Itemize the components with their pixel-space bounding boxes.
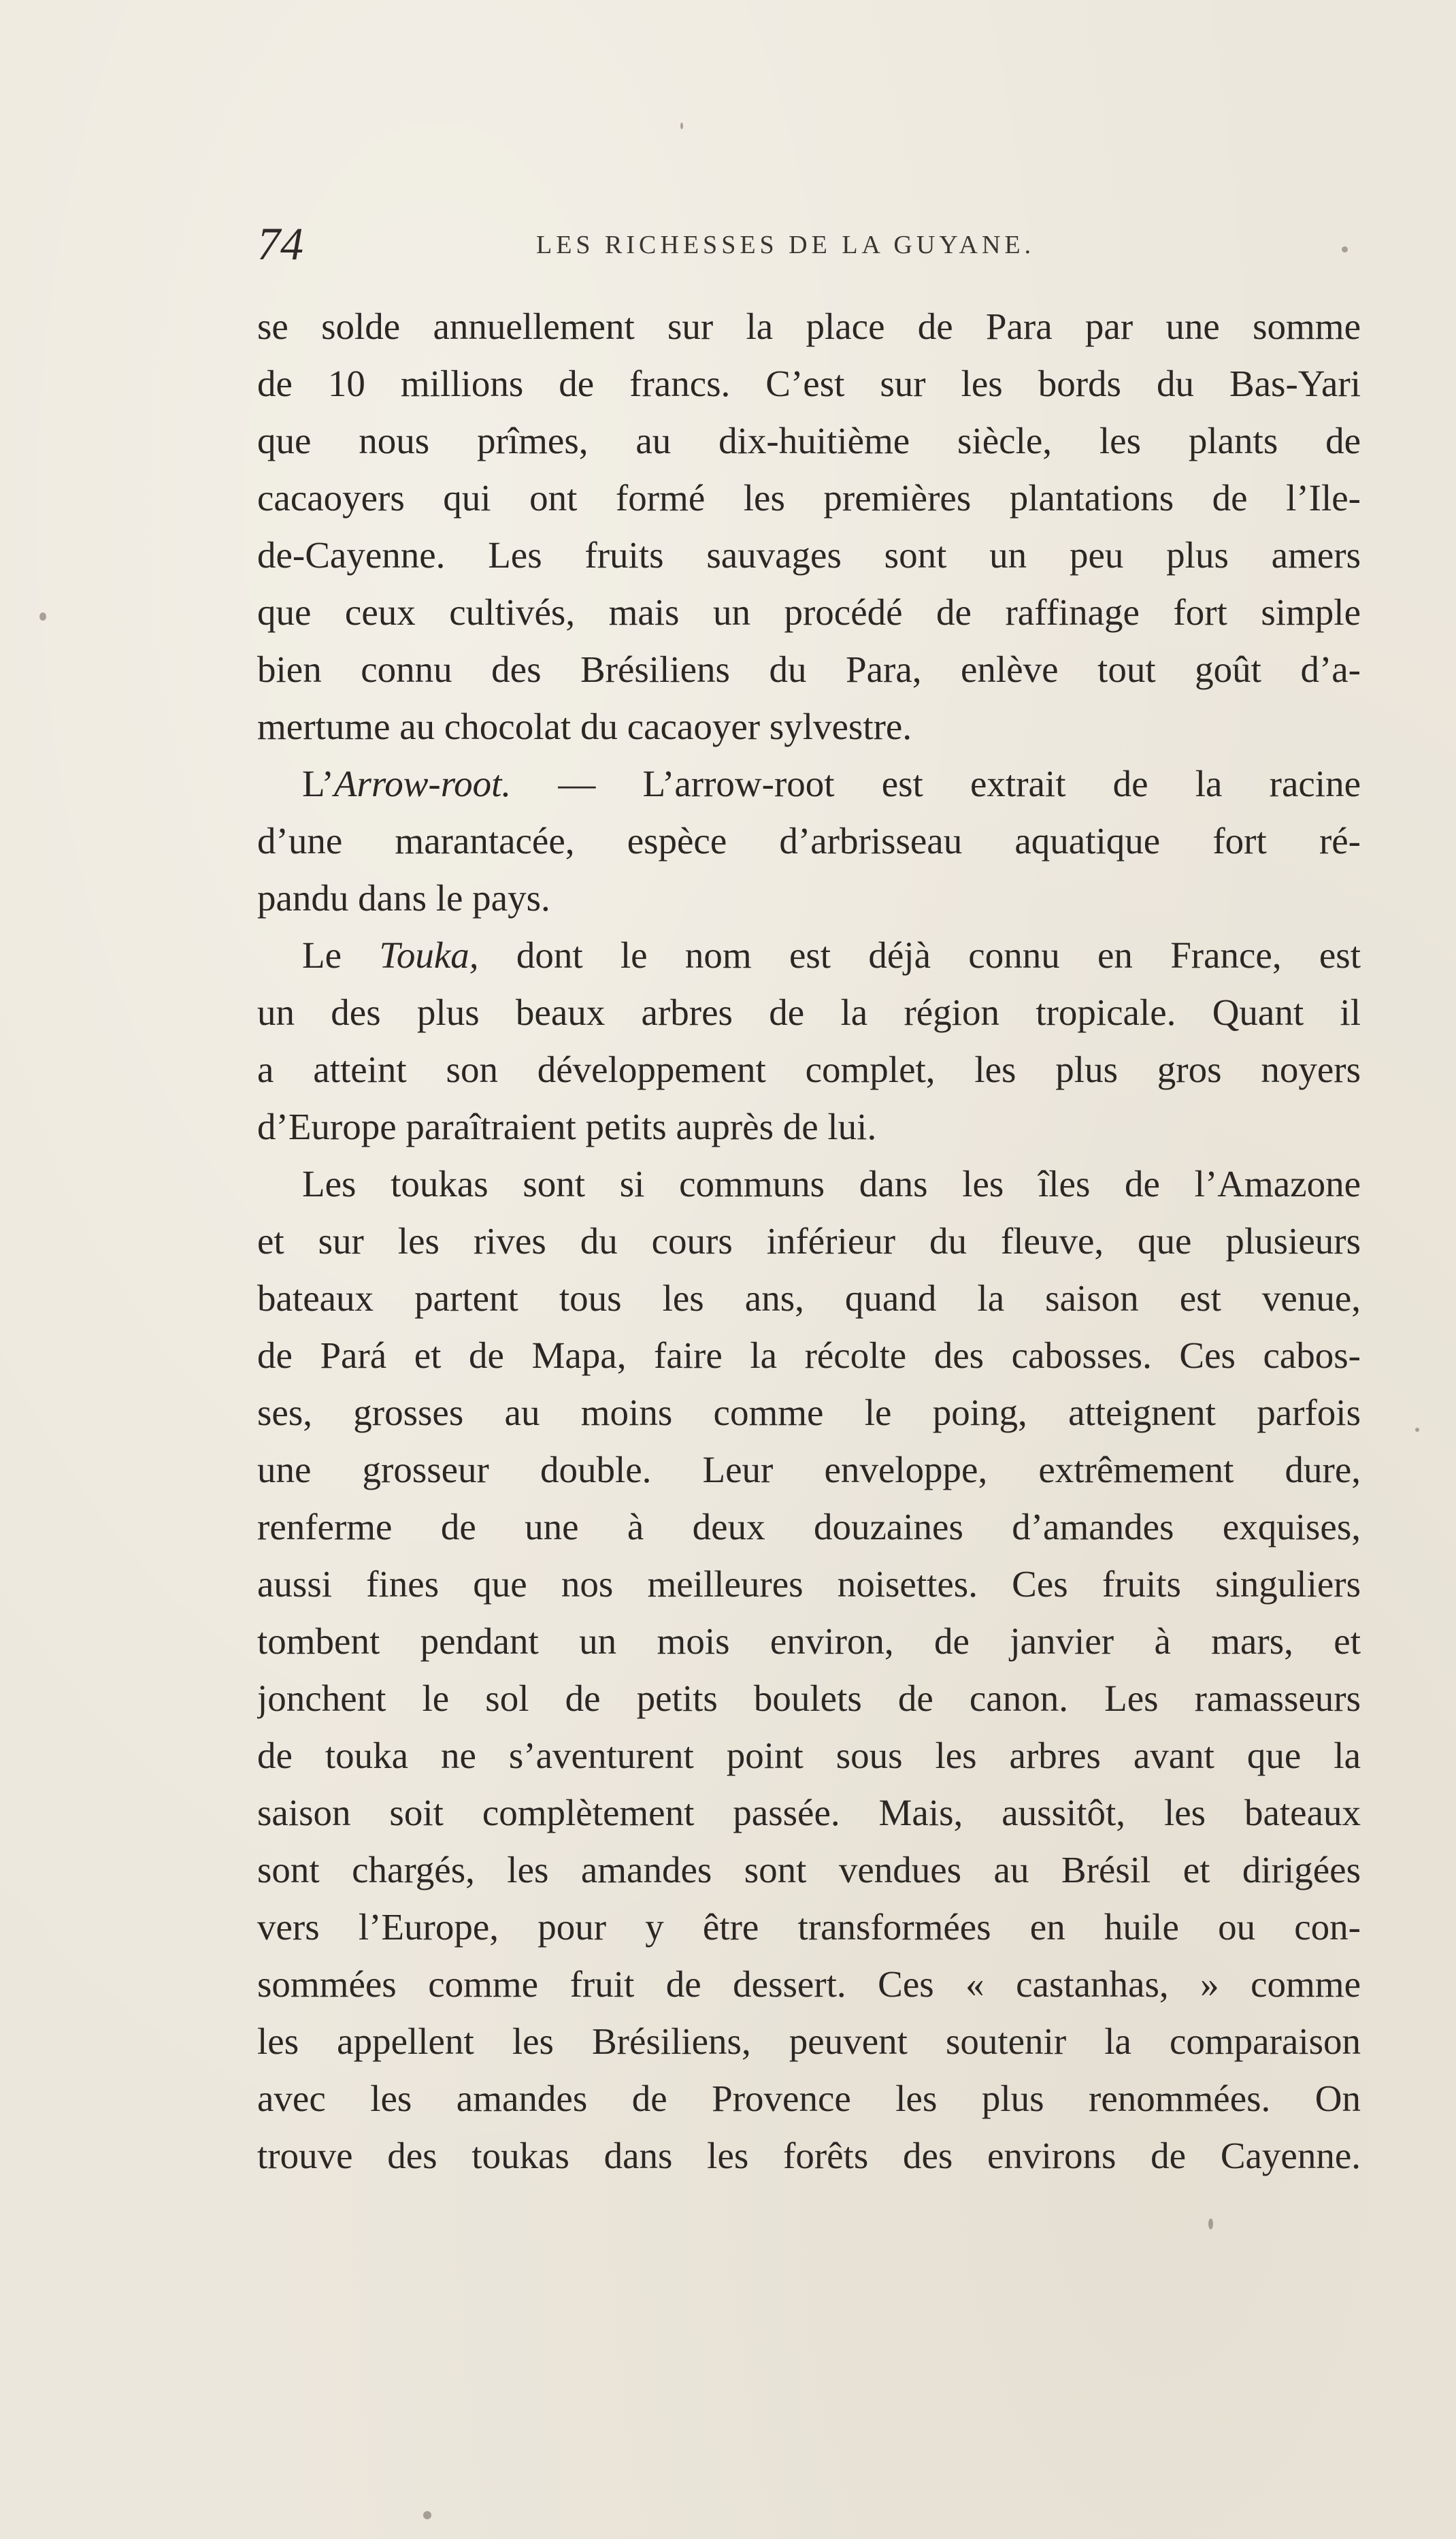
text-line [257,755,1361,813]
text-line: d’Europe paraîtraient petits auprès de lui. [257,1106,877,1147]
text-line: sommées comme fruit de dessert. Ces « castanhas, » comme [257,1963,1361,2005]
text-line: que nous prîmes, au dix-huitième siècle, les plants de [257,420,1361,461]
text-line: un des plus beaux arbres de la région tropicale. Quant il [257,992,1361,1033]
page-number: 74 [257,218,303,269]
text-fragment: — L’arrow-root est extrait de la racine [511,763,1361,804]
text-line: les appellent les Brésiliens, peuvent soutenir la comparaison [257,2020,1361,2062]
text-line: que ceux cultivés, mais un procédé de raffinage fort simple [257,591,1361,633]
paper-speck [1415,1428,1419,1432]
paper-speck [1342,246,1348,252]
section-term-touka: Touka, [379,934,479,976]
paper-speck [423,2511,431,2519]
text-line: jonchent le sol de petits boulets de canon. Les ramasseurs [257,1677,1361,1719]
text-line: aussi fines que nos meilleures noisettes. Ces fruits singuliers [257,1563,1361,1605]
running-title: LES RICHESSES DE LA GUYANE. [536,231,1036,259]
text-fragment: Le [302,934,380,976]
text-line: vers l’Europe, pour y être transformées en huile ou con- [257,1906,1361,1948]
text-line: de 10 millions de francs. C’est sur les bords du Bas-Yari [257,363,1361,404]
text-line: de Pará et de Mapa, faire la récolte des cabosses. Ces cabos- [257,1334,1361,1376]
text-line: d’une marantacée, espèce d’arbrisseau aquatique fort ré- [257,820,1361,862]
text-line: pandu dans le pays. [257,877,550,919]
page-header [257,216,1361,271]
text-line: saison soit complètement passée. Mais, aussitôt, les bateaux [257,1792,1361,1833]
text-line: avec les amandes de Provence les plus renommées. On [257,2078,1361,2119]
text-line: tombent pendant un mois environ, de janvier à mars, et [257,1620,1361,1662]
text-fragment: dont le nom est déjà connu en France, est [478,934,1361,976]
text-line: de touka ne s’aventurent point sous les arbres avant que la [257,1735,1361,1776]
text-line: bien connu des Brésiliens du Para, enlève tout goût d’a- [257,649,1361,690]
text-line: se solde annuellement sur la place de Para par une somme [257,306,1361,347]
text-line: a atteint son développement complet, les plus gros noyers [257,1049,1361,1090]
text-line: de-Cayenne. Les fruits sauvages sont un peu plus amers [257,534,1361,576]
paper-speck [680,122,683,129]
text-line: cacaoyers qui ont formé les premières plantations de l’Ile- [257,477,1361,519]
text-line: une grosseur double. Leur enveloppe, extrêmement dure, [257,1449,1361,1490]
paper-speck [39,612,46,621]
section-term-arrow-root: Arrow-root. [333,763,512,804]
text-line: et sur les rives du cours inférieur du fleuve, que plusieurs [257,1220,1361,1262]
text-line: trouve des toukas dans les forêts des environs de Cayenne. [257,2135,1361,2176]
text-line [257,927,1361,984]
text-fragment: L’ [302,763,334,804]
text-line: mertume au chocolat du cacaoyer sylvestre. [257,706,912,747]
text-line: sont chargés, les amandes sont vendues au Brésil et dirigées [257,1849,1361,1890]
text-line: ses, grosses au moins comme le poing, atteignent parfois [257,1392,1361,1433]
text-line: bateaux partent tous les ans, quand la saison est venue, [257,1277,1361,1319]
text-line: renferme de une à deux douzaines d’amandes exquises, [257,1506,1361,1547]
text-line: Les toukas sont si communs dans les îles de l’Amazone [302,1163,1361,1205]
paper-speck [1208,2218,1213,2229]
body-text [257,298,1361,2184]
